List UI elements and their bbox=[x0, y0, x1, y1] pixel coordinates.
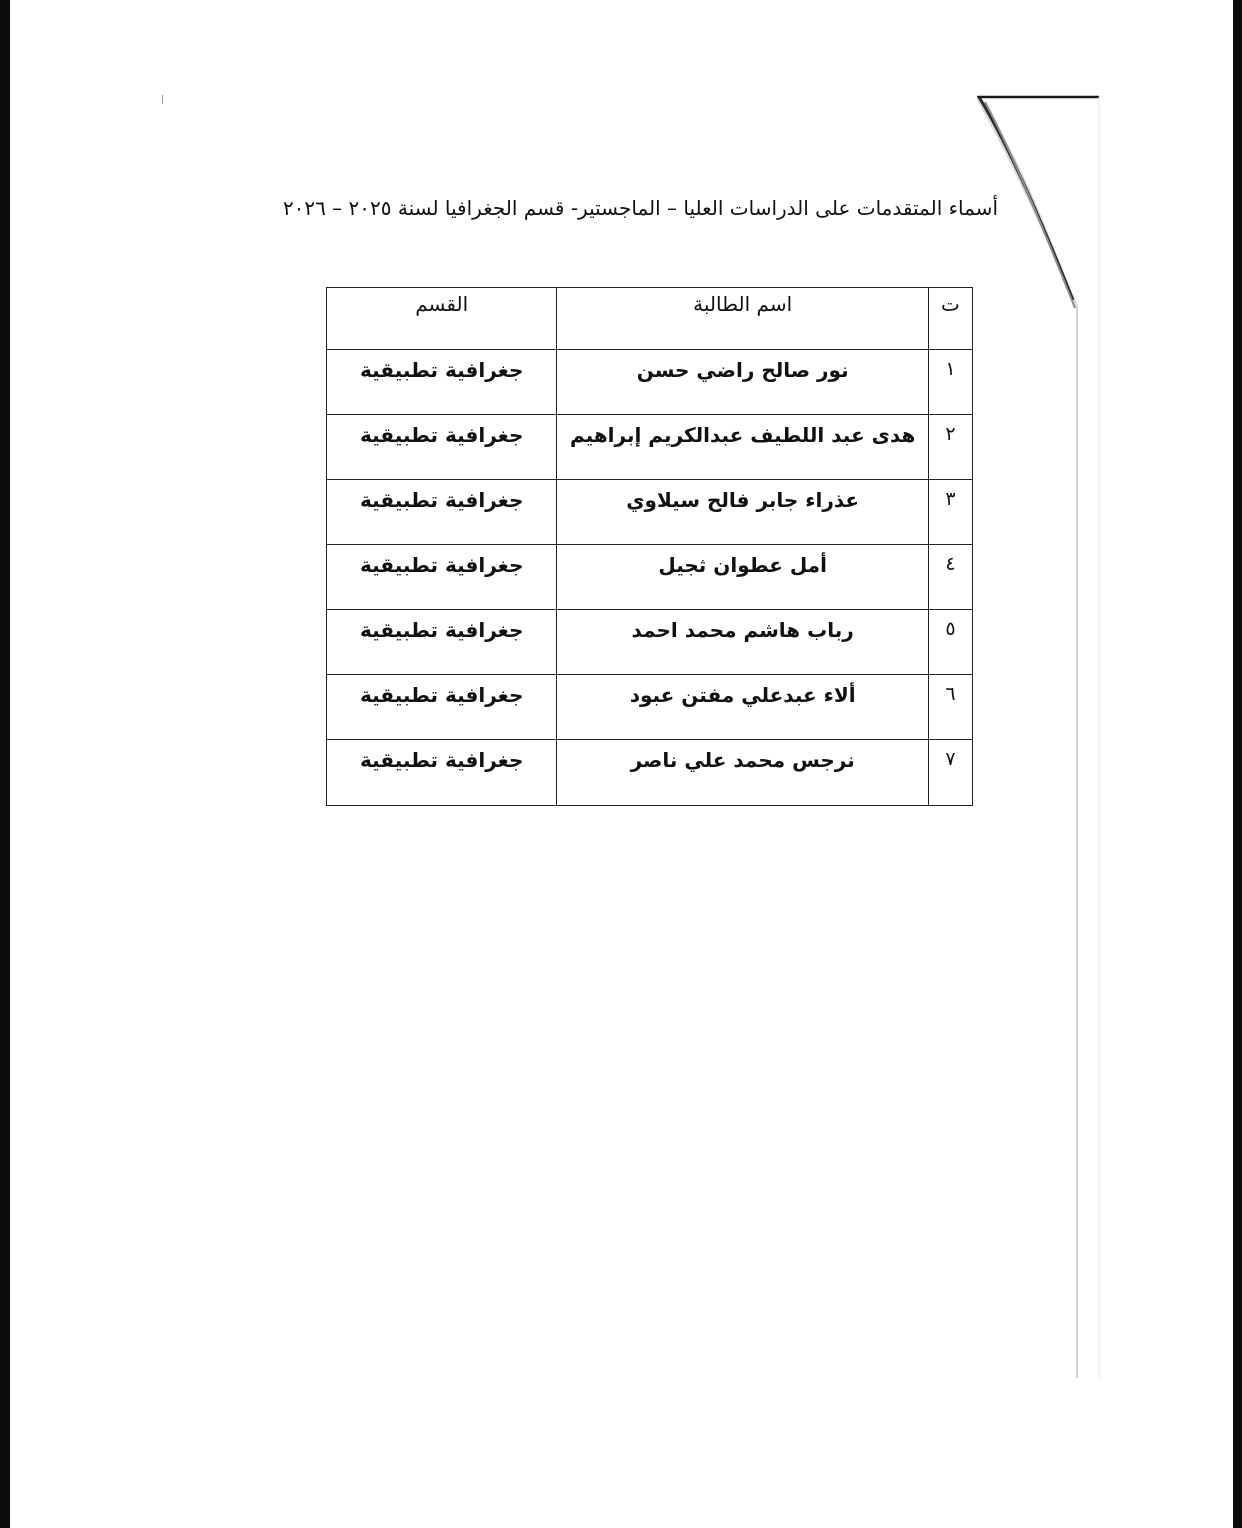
student-name: نرجس محمد علي ناصر bbox=[557, 740, 929, 806]
scan-mark bbox=[162, 95, 163, 104]
document-title: أسماء المتقدمات على الدراسات العليا – الماجستير- قسم الجغرافيا لسنة ٢٠٢٥ – ٢٠٢٦ bbox=[282, 196, 998, 220]
department: جغرافية تطبيقية bbox=[327, 415, 557, 480]
row-number: ٥ bbox=[928, 610, 972, 675]
row-number: ٢ bbox=[928, 415, 972, 480]
right-scan-border bbox=[1233, 0, 1242, 1528]
department: جغرافية تطبيقية bbox=[327, 675, 557, 740]
row-number: ٦ bbox=[928, 675, 972, 740]
department: جغرافية تطبيقية bbox=[327, 610, 557, 675]
student-name: أمل عطوان ثجيل bbox=[557, 545, 929, 610]
row-number: ١ bbox=[928, 350, 972, 415]
department: جغرافية تطبيقية bbox=[327, 480, 557, 545]
table-row bbox=[327, 480, 973, 545]
student-name: رباب هاشم محمد احمد bbox=[557, 610, 929, 675]
student-name: عذراء جابر فالح سيلاوي bbox=[557, 480, 929, 545]
table-row bbox=[327, 740, 973, 806]
header-department: القسم bbox=[327, 288, 557, 350]
applicants-table bbox=[326, 287, 973, 806]
row-number: ٤ bbox=[928, 545, 972, 610]
table-row bbox=[327, 415, 973, 480]
table-row bbox=[327, 610, 973, 675]
table-row bbox=[327, 675, 973, 740]
student-name: ألاء عبدعلي مفتن عبود bbox=[557, 675, 929, 740]
row-number: ٣ bbox=[928, 480, 972, 545]
table-row bbox=[327, 545, 973, 610]
row-number: ٧ bbox=[928, 740, 972, 806]
header-student-name: اسم الطالبة bbox=[557, 288, 929, 350]
table-header-row bbox=[327, 288, 973, 350]
department: جغرافية تطبيقية bbox=[327, 350, 557, 415]
page-fold-shadow bbox=[965, 88, 1105, 1388]
table-row bbox=[327, 350, 973, 415]
department: جغرافية تطبيقية bbox=[327, 740, 557, 806]
department: جغرافية تطبيقية bbox=[327, 545, 557, 610]
left-scan-border bbox=[0, 0, 10, 1528]
student-name: نور صالح راضي حسن bbox=[557, 350, 929, 415]
header-number: ت bbox=[928, 288, 972, 350]
student-name: هدى عبد اللطيف عبدالكريم إبراهيم bbox=[557, 415, 929, 480]
